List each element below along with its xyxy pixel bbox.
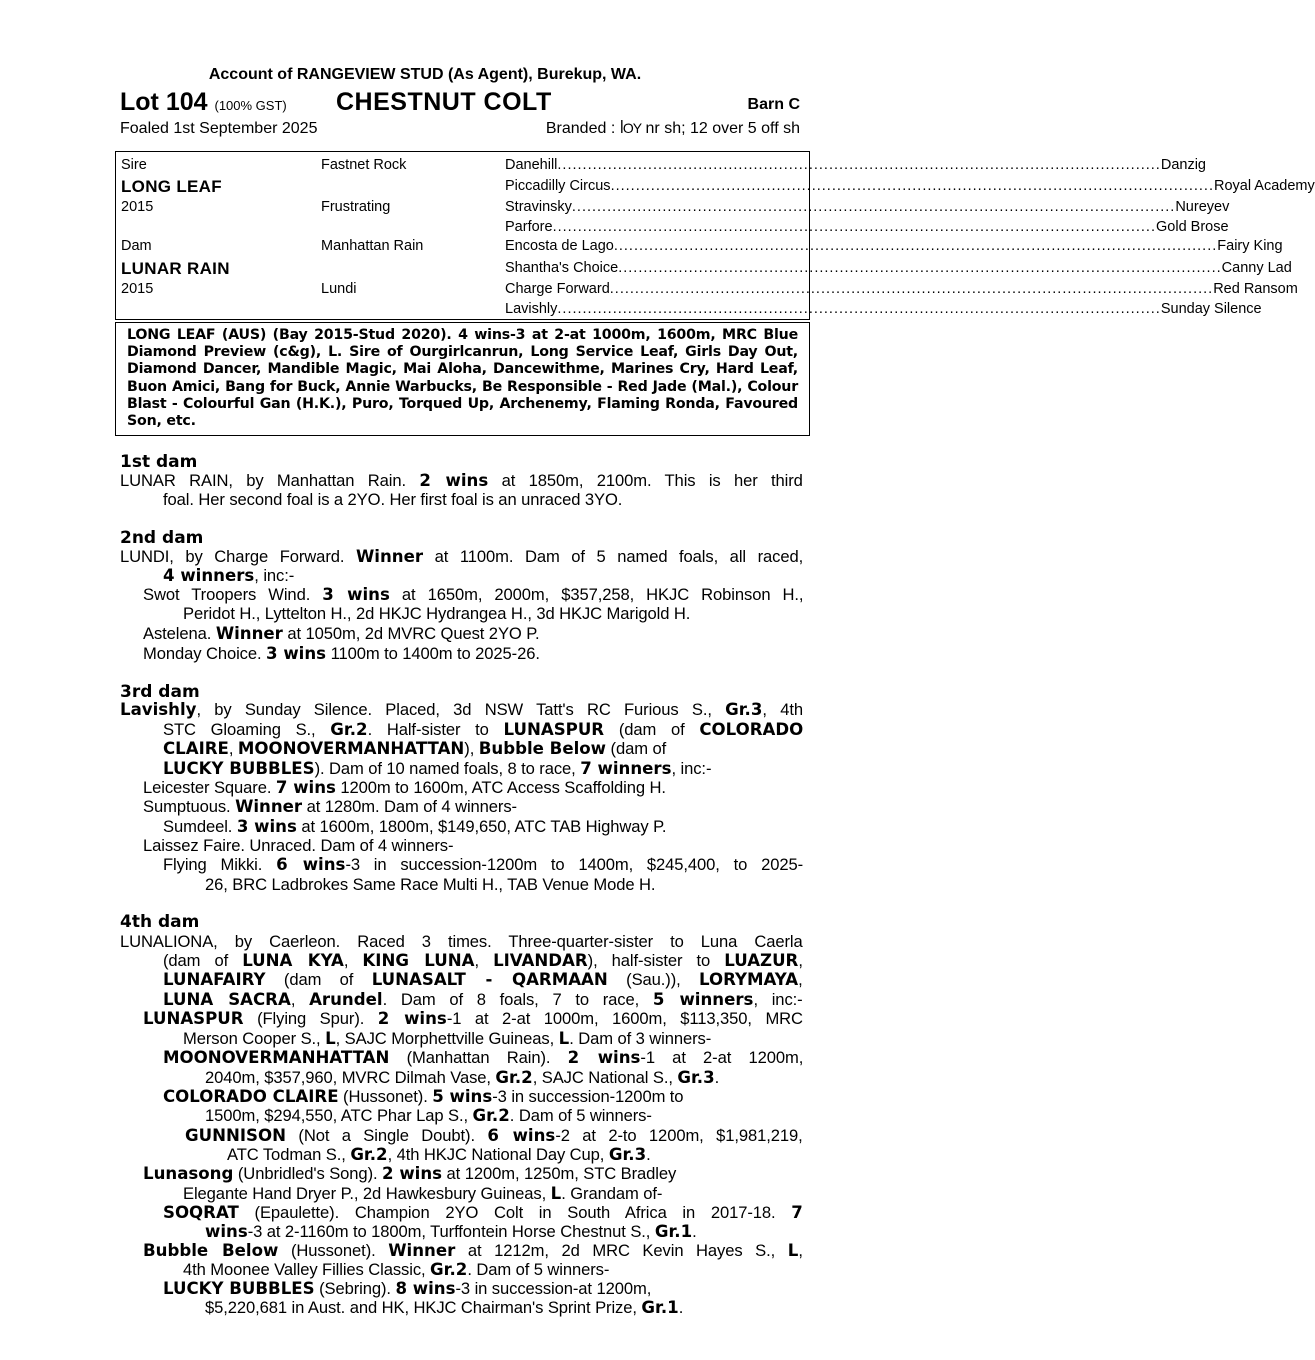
pedigree-g3-entry [505, 199, 1230, 215]
sire-label: Sire [121, 157, 147, 173]
dam3-text-line: Laissez Faire. Unraced. Dam of 4 winners- [143, 836, 454, 855]
g3-horse: Danehill [505, 157, 558, 173]
dam2-text-line: Monday Choice. 3 wins 1100m to 1400m to 2025-26. [143, 644, 540, 663]
dam4-text-line: Bubble Below (Hussonet). Winner at 1212m, 2d MRC Kevin Hayes S., L, [143, 1241, 803, 1260]
pedigree-table [115, 151, 1315, 320]
g3-horse: Stravinsky [505, 199, 572, 215]
lot-number [120, 88, 287, 117]
dam-sire: Manhattan Rain [321, 238, 424, 254]
dam4-text-line: LUNA SACRA, Arundel. Dam of 8 foals, 7 to race, 5 winners, inc:- [163, 990, 803, 1009]
dam3-heading: 3rd dam [120, 682, 200, 702]
dam2-text-line: LUNDI, by Charge Forward. Winner at 1100m. Dam of 5 named foals, all raced, [120, 547, 804, 566]
dam3-text-line: Flying Mikki. 6 wins-3 in succession-1200m to 1400m, $245,400, to 2025- [163, 855, 804, 874]
leader-dots: ........................................................................................................................ [613, 238, 1218, 254]
gst-note: (100% GST) [214, 98, 287, 113]
brand-mark: ꟾOY [619, 120, 642, 136]
dam2-text-line: Swot Troopers Wind. 3 wins at 1650m, 2000m, $357,258, HKJC Robinson H., [143, 585, 804, 604]
g3-sire: Canny Lad [1221, 260, 1292, 276]
dam4-text-line: Merson Cooper S., L, SAJC Morphettville Guineas, L. Dam of 3 winners- [183, 1029, 712, 1048]
dam3-text-line: STC Gloaming S., Gr.2. Half-sister to LUNASPUR (dam of COLORADO [163, 720, 804, 739]
barn-label: Barn C [747, 96, 800, 113]
pedigree-g3-entry [505, 178, 1315, 194]
g3-sire: Red Ransom [1213, 281, 1298, 297]
leader-dots: ........................................................................................................................ [557, 157, 1161, 173]
dam2-text-line: Astelena. Winner at 1050m, 2d MVRC Quest 2YO P. [143, 624, 540, 643]
dam4-text-line: 1500m, $294,550, ATC Phar Lap S., Gr.2. Dam of 5 winners- [205, 1106, 652, 1125]
vendor-account: Account of RANGEVIEW STUD (As Agent), Burekup, WA. [208, 66, 642, 83]
dam-year: 2015 [121, 281, 154, 297]
dam3-text-line: 26, BRC Ladbrokes Same Race Multi H., TAB Venue Mode H. [205, 875, 656, 894]
dam1-text-line: foal. Her second foal is a 2YO. Her first foal is an unraced 3YO. [163, 490, 623, 509]
pedigree-g3-entry [505, 260, 1292, 276]
dam2-text-line: Peridot H., Lyttelton H., 2d HKJC Hydrangea H., 3d HKJC Marigold H. [183, 604, 691, 623]
pedigree-g3-entry [505, 157, 1206, 173]
dam4-text-line: wins-3 at 2-1160m to 1800m, Turffontein Horse Chestnut S., Gr.1. [205, 1222, 697, 1241]
dam3-text-line: Leicester Square. 7 wins 1200m to 1600m, ATC Access Scaffolding H. [143, 778, 666, 797]
g3-sire: Nureyev [1175, 199, 1230, 215]
branded-prefix: Branded : [545, 120, 616, 137]
leader-dots: ........................................................................................................................ [571, 199, 1176, 215]
dam4-text-line: LUNASPUR (Flying Spur). 2 wins-1 at 2-at 1000m, 1600m, $113,350, MRC [143, 1009, 803, 1028]
sire-sire: Fastnet Rock [321, 157, 407, 173]
branded-rest: nr sh; 12 over 5 off sh [645, 120, 800, 137]
g3-sire: Fairy King [1217, 238, 1283, 254]
dam4-text-line: Lunasong (Unbridled's Song). 2 wins at 1200m, 1250m, STC Bradley [143, 1164, 677, 1183]
g3-horse: Shantha's Choice [505, 260, 619, 276]
g3-sire: Royal Academy [1214, 178, 1315, 194]
dam4-heading: 4th dam [120, 912, 200, 932]
dam2-heading: 2nd dam [120, 528, 204, 548]
pedigree-g3-entry [505, 301, 1262, 317]
g3-horse: Charge Forward [505, 281, 610, 297]
g3-sire: Gold Brose [1156, 219, 1229, 235]
dam1-heading: 1st dam [120, 452, 198, 472]
g3-sire: Sunday Silence [1160, 301, 1262, 317]
sire-dam: Frustrating [321, 199, 391, 215]
dam4-text-line: LUNAFAIRY (dam of LUNASALT - QARMAAN (Sau.)), LORYMAYA, [163, 970, 803, 989]
dam3-text-line: CLAIRE, MOONOVERMANHATTAN), Bubble Below (dam of [163, 739, 667, 758]
leader-dots: ........................................................................................................................ [618, 260, 1222, 276]
leader-dots: ........................................................................................................................ [609, 281, 1214, 297]
g3-horse: Parfore [505, 219, 553, 235]
dam1-text-line: LUNAR RAIN, by Manhattan Rain. 2 wins at 1850m, 2100m. This is her third [120, 471, 803, 490]
g3-horse: Encosta de Lago [505, 238, 614, 254]
dam4-text-line: (dam of LUNA KYA, KING LUNA, LIVANDAR), half-sister to LUAZUR, [163, 951, 803, 970]
pedigree-g3-entry [505, 281, 1298, 297]
pedigree-g3-entry [505, 219, 1229, 235]
dam3-text-line: Lavishly, by Sunday Silence. Placed, 3d NSW Tatt's RC Furious S., Gr.3, 4th [120, 700, 803, 719]
leader-dots: ........................................................................................................................ [610, 178, 1214, 194]
dam-name: LUNAR RAIN [121, 259, 230, 278]
dam3-text-line: Sumptuous. Winner at 1280m. Dam of 4 winners- [143, 797, 517, 816]
dam3-text-line: Sumdeel. 3 wins at 1600m, 1800m, $149,650, ATC TAB Highway P. [163, 817, 667, 836]
sire-summary: LONG LEAF (AUS) (Bay 2015-Stud 2020). 4 wins-3 at 2-at 1000m, 1600m, MRC Blue Diamond Preview (c&g), L. Sire of Ourgirlcanrun, Long Service Leaf, Girls Day Out, Diamond Dancer, Mandible Magic, Mai Aloha, Dancewithme, Marines Cry, Hard Leaf, Buon Amici, Bang for Buck, Annie Warbucks, Be Responsible - Red Jade (Mal.), Colour Blast - Colourful Gan (H.K.), Puro, Torqued Up, Archenemy, Flaming Ronda, Favoured Son, etc. [115, 322, 810, 436]
dam4-text-line: MOONOVERMANHATTAN (Manhattan Rain). 2 wins-1 at 2-at 1200m, [163, 1048, 804, 1067]
dam3-text-line: LUCKY BUBBLES). Dam of 10 named foals, 8 to race, 7 winners, inc:- [163, 759, 712, 778]
g3-horse: Piccadilly Circus [505, 178, 611, 194]
lot-description: CHESTNUT COLT [336, 88, 552, 116]
leader-dots: ........................................................................................................................ [557, 301, 1161, 317]
leader-dots: ........................................................................................................................ [552, 219, 1156, 235]
pedigree-g3-entry [505, 238, 1283, 254]
dam4-text-line: 4th Moonee Valley Fillies Classic, Gr.2. Dam of 5 winners- [183, 1260, 610, 1279]
dam4-text-line: Elegante Hand Dryer P., 2d Hawkesbury Guineas, L. Grandam of- [183, 1184, 663, 1203]
dam4-text-line: $5,220,681 in Aust. and HK, HKJC Chairman's Sprint Prize, Gr.1. [205, 1298, 684, 1317]
dam4-text-line: GUNNISON (Not a Single Doubt). 6 wins-2 at 2-to 1200m, $1,981,219, [185, 1126, 803, 1145]
brand-info [546, 120, 800, 138]
foaled-date: Foaled 1st September 2025 [120, 120, 318, 137]
dam4-text-line: SOQRAT (Epaulette). Champion 2YO Colt in South Africa in 2017-18. 7 [163, 1203, 803, 1222]
dam4-text-line: COLORADO CLAIRE (Hussonet). 5 wins-3 in succession-1200m to [163, 1087, 684, 1106]
dam4-text-line: LUCKY BUBBLES (Sebring). 8 wins-3 in succession-at 1200m, [163, 1279, 652, 1298]
dam-label: Dam [121, 238, 152, 254]
dam4-text-line: 2040m, $357,960, MVRC Dilmah Vase, Gr.2, SAJC National S., Gr.3. [205, 1068, 720, 1087]
g3-sire: Danzig [1160, 157, 1206, 173]
lot-label: Lot 104 [120, 88, 208, 116]
dam4-text-line: ATC Todman S., Gr.2, 4th HKJC National Day Cup, Gr.3. [227, 1145, 651, 1164]
dam2-text-line: 4 winners, inc:- [163, 566, 295, 585]
dam4-text-line: LUNALIONA, by Caerleon. Raced 3 times. Three-quarter-sister to Luna Caerla [120, 932, 803, 951]
sire-name: LONG LEAF [121, 177, 222, 196]
g3-horse: Lavishly [505, 301, 558, 317]
dam-dam: Lundi [321, 281, 357, 297]
sire-year: 2015 [121, 199, 154, 215]
